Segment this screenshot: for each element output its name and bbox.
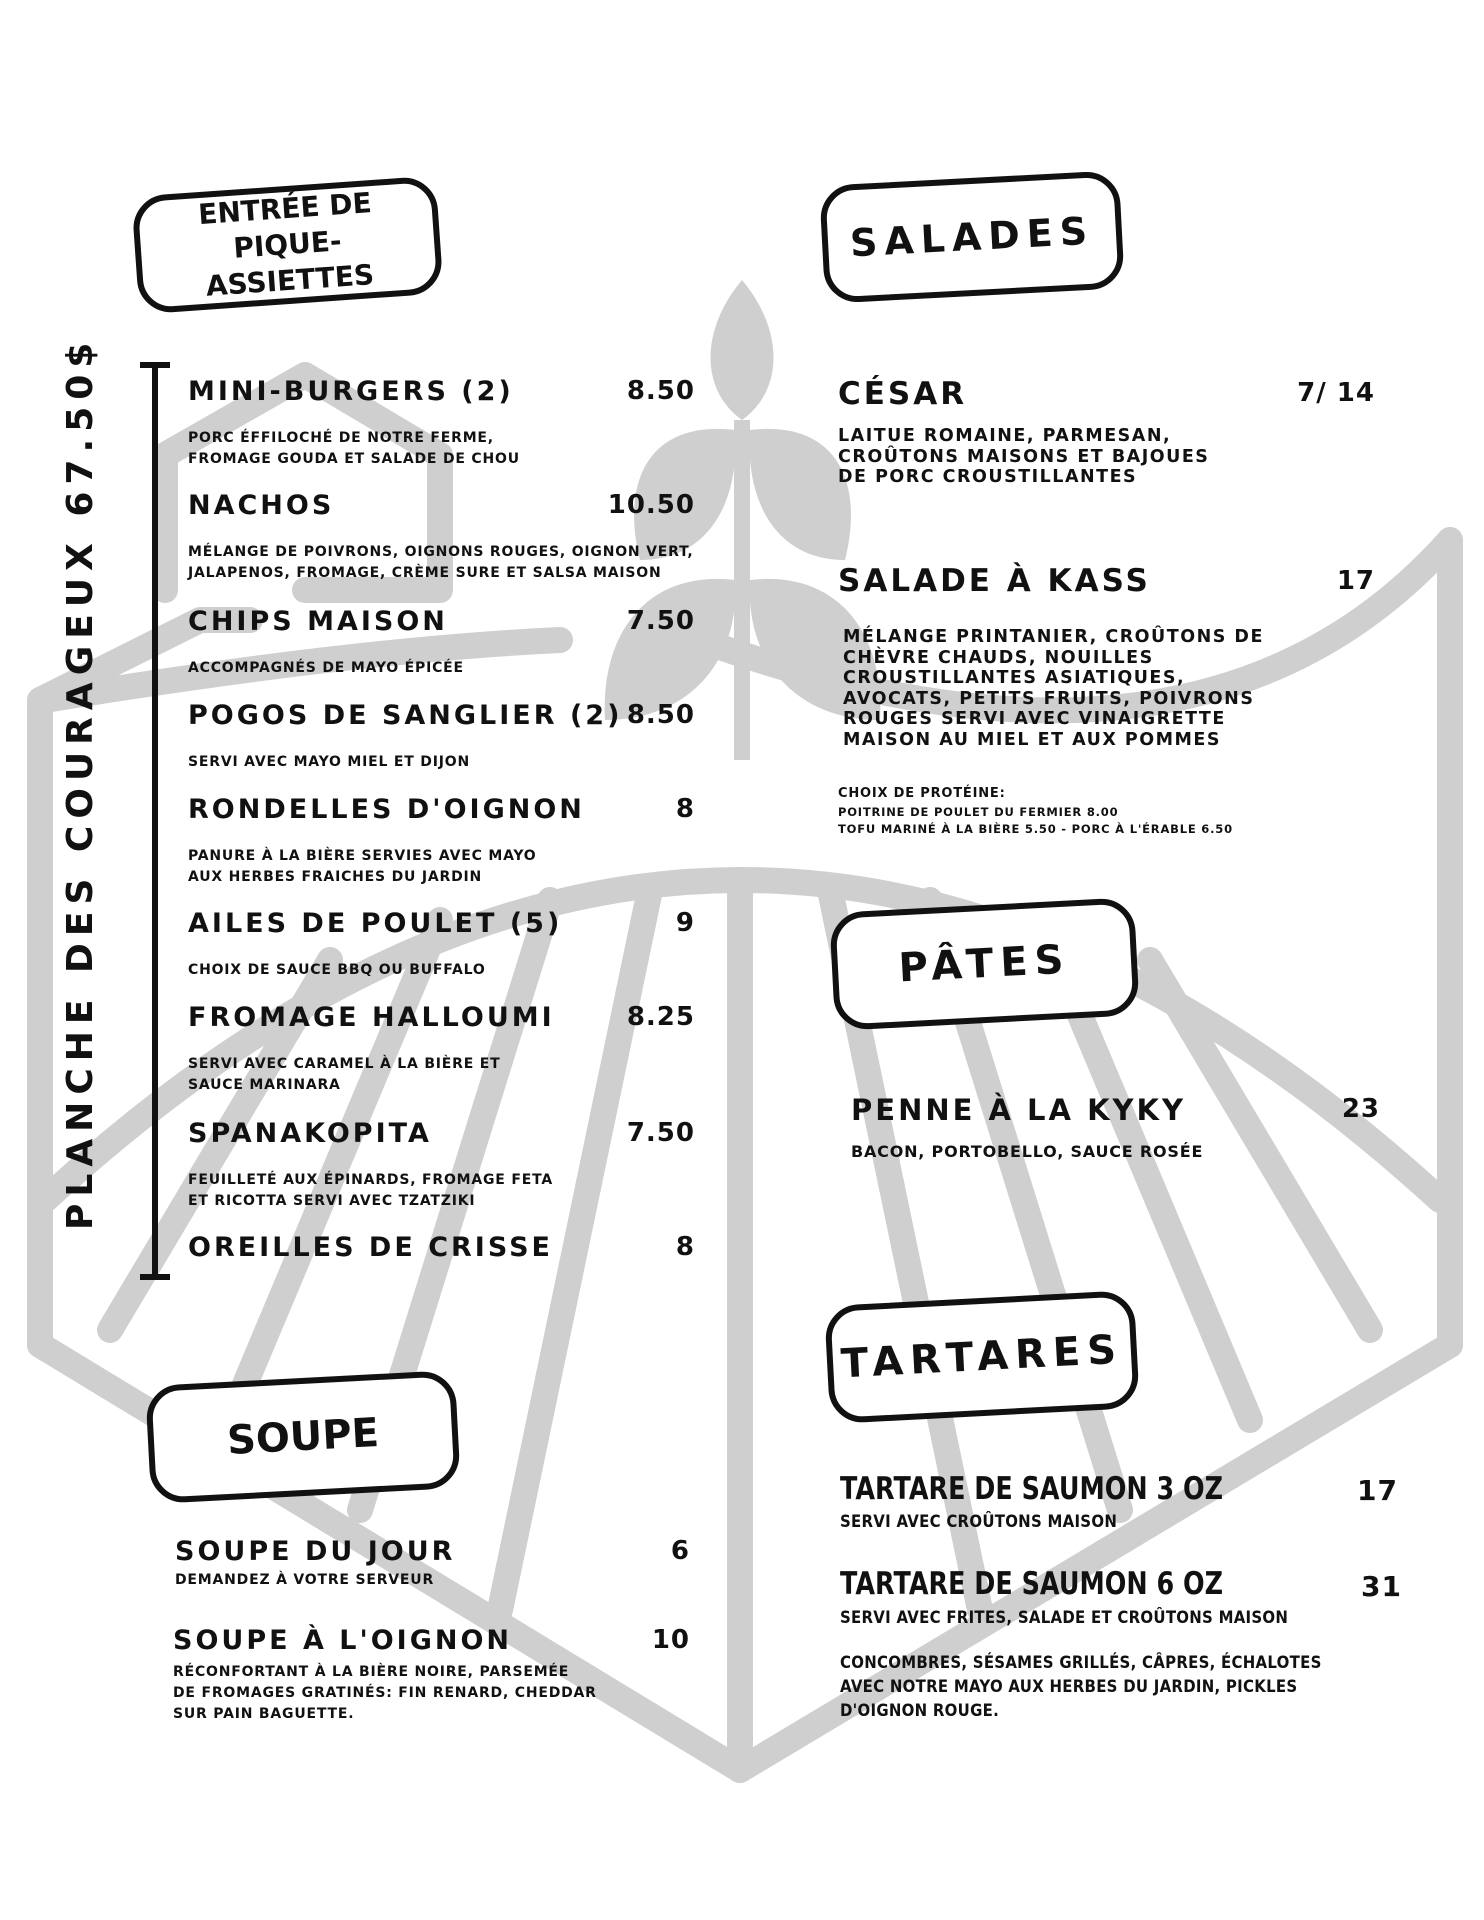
tartare-item-price: 17: [1357, 1474, 1398, 1507]
tartare-item-name: TARTARE DE SAUMON 3 OZ: [840, 1471, 1224, 1507]
entree-item-price: 10.50: [607, 490, 695, 520]
soupe-item-price: 6: [670, 1536, 690, 1566]
soupe-item-desc: RÉCONFORTANT À LA BIÈRE NOIRE, PARSEMÉE DE FROMAGES GRATINÉS: FIN RENARD, CHEDDAR SUR PAIN BAGUETTE.: [173, 1664, 597, 1722]
pate-item-price: 23: [1341, 1094, 1380, 1124]
salade-item-desc: LAITUE ROMAINE, PARMESAN, CROÛTONS MAISONS ET BAJOUES DE PORC CROUSTILLANTES: [838, 426, 1210, 487]
entree-item-price: 8.50: [626, 376, 695, 406]
tartare-item-name: TARTARE DE SAUMON 6 OZ: [840, 1566, 1224, 1602]
salade-item-price: 7/ 14: [1297, 378, 1375, 408]
soupe-item-price: 10: [651, 1625, 690, 1655]
entree-item-name: AILES DE POULET (5): [188, 908, 563, 939]
section-title-soupe: SOUPE: [225, 1410, 381, 1464]
proteine-line: TOFU MARINÉ À LA BIÈRE 5.50 - PORC À L'ÉRABLE 6.50: [838, 822, 1233, 836]
planche-des-courageux-label: PLANCHE DES COURAGEUX 67.50$: [60, 335, 101, 1230]
entree-item-desc: MÉLANGE DE POIVRONS, OIGNONS ROUGES, OIGNON VERT, JALAPENOS, FROMAGE, CRÈME SURE ET SALSA MAISON: [188, 544, 694, 581]
section-header-soupe: [145, 1370, 461, 1504]
entree-item-name: POGOS DE SANGLIER (2): [188, 700, 623, 731]
section-title-entree: ENTRÉE DE PIQUE-ASSIETTES: [197, 186, 376, 303]
entree-item-name: NACHOS: [188, 490, 335, 521]
salade-item-name: SALADE À KASS: [838, 563, 1151, 599]
entree-item-desc: SERVI AVEC MAYO MIEL ET DIJON: [188, 754, 470, 770]
tartare-item-desc: SERVI AVEC FRITES, SALADE ET CROÛTONS MAISON: [840, 1608, 1289, 1628]
tartare-note: CONCOMBRES, SÉSAMES GRILLÉS, CÂPRES, ÉCHALOTES AVEC NOTRE MAYO AUX HERBES DU JARDIN, PICKLES D'OIGNON ROUGE.: [840, 1653, 1322, 1721]
section-header-pates: [829, 897, 1140, 1031]
entree-item-name: RONDELLES D'OIGNON: [188, 794, 585, 825]
pate-item-name: PENNE À LA KYKY: [851, 1093, 1187, 1127]
tartare-item-desc: SERVI AVEC CROÛTONS MAISON: [840, 1512, 1118, 1532]
tartare-item-price: 31: [1361, 1570, 1402, 1603]
section-header-tartares: [824, 1290, 1140, 1424]
entree-item-name: CHIPS MAISON: [188, 606, 448, 637]
planche-bracket-line: [152, 365, 158, 1277]
entree-item-name: MINI-BURGERS (2): [188, 376, 514, 407]
planche-bracket-bottom: [140, 1274, 170, 1280]
entree-item-name: FROMAGE HALLOUMI: [188, 1002, 555, 1033]
entree-item-price: 7.50: [626, 1118, 695, 1148]
entree-item-price: 8.50: [626, 700, 695, 730]
entree-item-price: 8: [675, 794, 695, 824]
soupe-item-name: SOUPE DU JOUR: [175, 1536, 456, 1567]
section-title-tartares: TARTARES: [839, 1326, 1125, 1388]
entree-item-price: 8: [675, 1232, 695, 1262]
pate-item-desc: BACON, PORTOBELLO, SAUCE ROSÉE: [851, 1142, 1204, 1161]
planche-bracket-top: [140, 362, 170, 368]
entree-item-price: 9: [675, 908, 695, 938]
entree-item-desc: CHOIX DE SAUCE BBQ OU BUFFALO: [188, 962, 486, 978]
section-header-salades: [819, 170, 1125, 304]
proteine-title: CHOIX DE PROTÉINE:: [838, 786, 1006, 801]
entree-item-name: SPANAKOPITA: [188, 1118, 432, 1149]
soupe-item-desc: DEMANDEZ À VOTRE SERVEUR: [175, 1572, 435, 1588]
salade-item-price: 17: [1336, 566, 1375, 596]
entree-item-desc: ACCOMPAGNÉS DE MAYO ÉPICÉE: [188, 660, 464, 676]
entree-item-desc: SERVI AVEC CARAMEL À LA BIÈRE ET SAUCE MARINARA: [188, 1056, 501, 1093]
section-title-pates: PÂTES: [897, 936, 1072, 992]
entree-item-desc: PANURE À LA BIÈRE SERVIES AVEC MAYO AUX HERBES FRAICHES DU JARDIN: [188, 848, 537, 885]
entree-item-price: 8.25: [626, 1002, 695, 1032]
proteine-line: POITRINE DE POULET DU FERMIER 8.00: [838, 805, 1119, 819]
soupe-item-name: SOUPE À L'OIGNON: [173, 1625, 513, 1656]
salade-item-name: CÉSAR: [838, 376, 968, 412]
entree-item-desc: FEUILLETÉ AUX ÉPINARDS, FROMAGE FETA ET RICOTTA SERVI AVEC TZATZIKI: [188, 1172, 553, 1209]
entree-item-price: 7.50: [626, 606, 695, 636]
entree-item-name: OREILLES DE CRISSE: [188, 1232, 553, 1263]
section-header-entree: [131, 176, 443, 315]
section-title-salades: SALADES: [848, 208, 1096, 266]
proteine-options: [838, 784, 1233, 838]
salade-item-desc: MÉLANGE PRINTANIER, CROÛTONS DE CHÈVRE CHAUDS, NOUILLES CROUSTILLANTES ASIATIQUES, AVOCATS, PETITS FRUITS, POIVRONS ROUGES SERVI AVEC VINAIGRETTE MAISON AU MIEL ET AUX POMMES: [843, 627, 1264, 750]
entree-item-desc: PORC ÉFFILOCHÉ DE NOTRE FERME, FROMAGE GOUDA ET SALADE DE CHOU: [188, 430, 520, 467]
